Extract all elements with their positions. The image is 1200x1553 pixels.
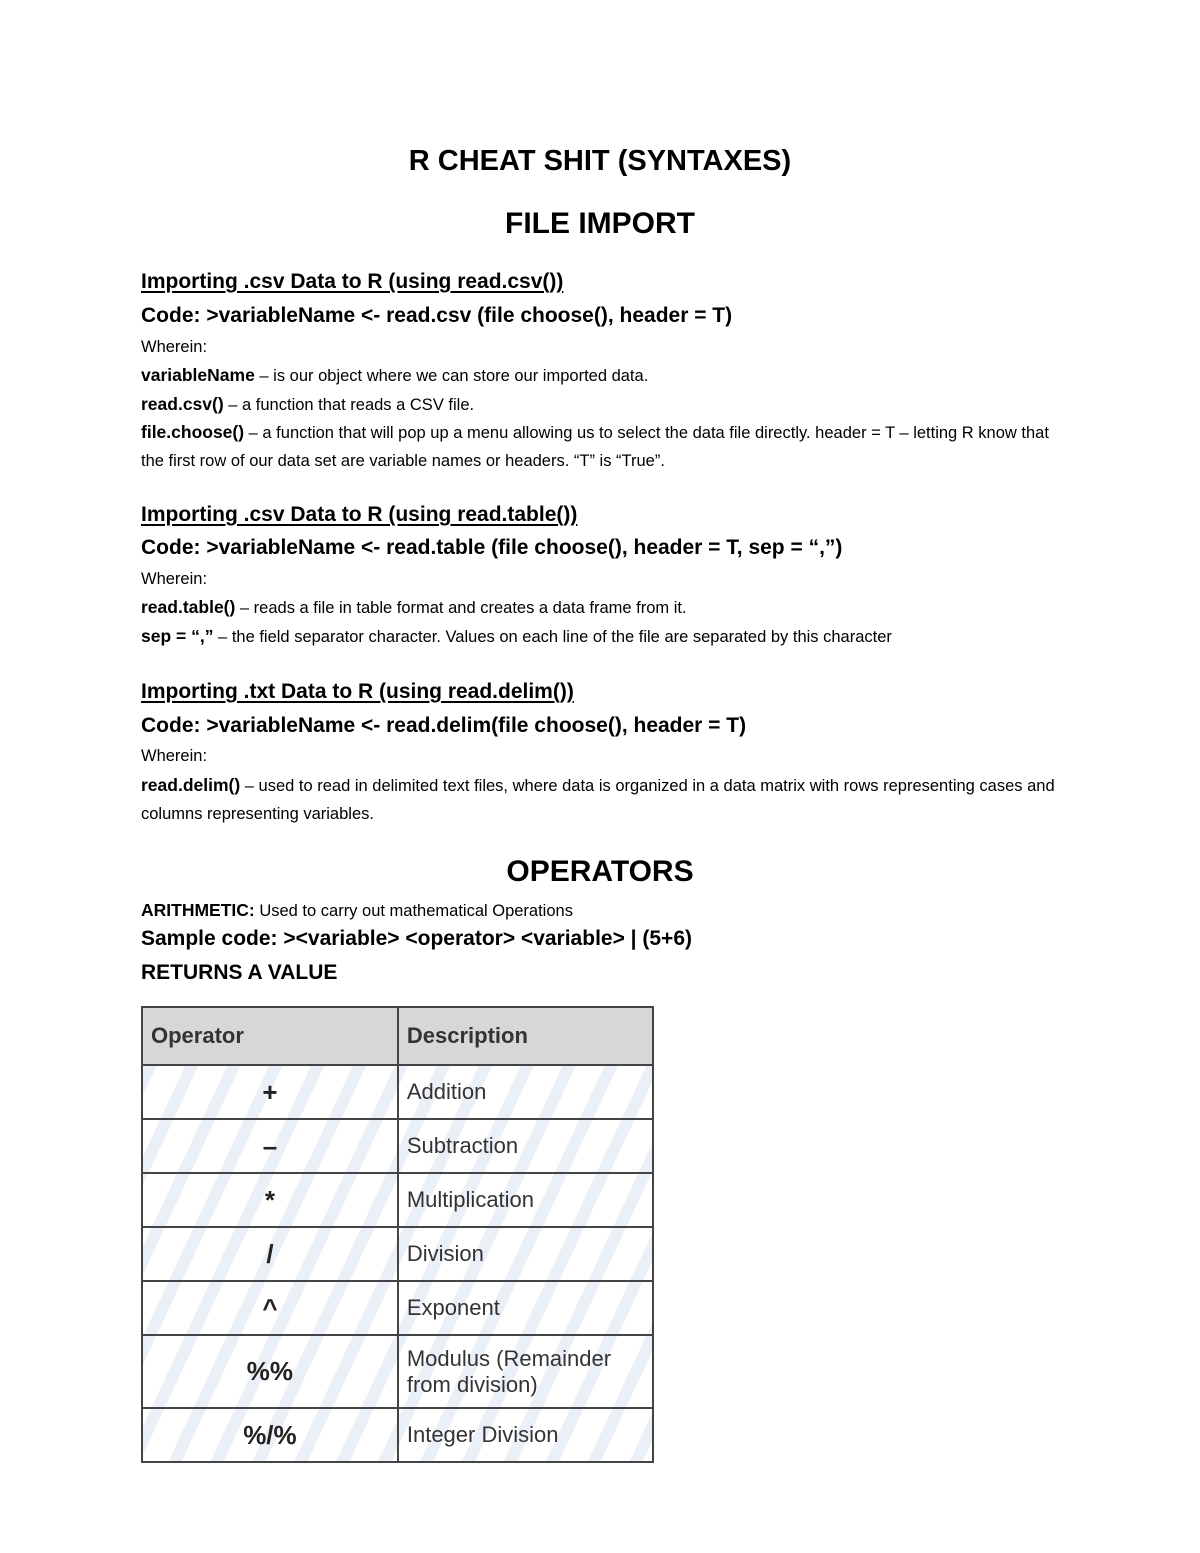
column-header-operator: Operator xyxy=(142,1007,398,1065)
table-row xyxy=(142,1065,653,1119)
table-row xyxy=(142,1119,653,1173)
returns-note: RETURNS A VALUE xyxy=(141,961,338,984)
operator-cell: * xyxy=(142,1173,398,1227)
definition-desc: – reads a file in table format and creates a data frame from it. xyxy=(235,599,687,617)
operator-cell: %/% xyxy=(142,1408,398,1462)
section-title-file-import: FILE IMPORT xyxy=(505,207,695,240)
document-title: R CHEAT SHIT (SYNTAXES) xyxy=(408,145,792,177)
table-row xyxy=(142,1227,653,1281)
operator-cell: + xyxy=(142,1065,398,1119)
wherein-label: Wherein: xyxy=(141,570,208,588)
wherein-label: Wherein: xyxy=(141,338,208,356)
arithmetic-label: ARITHMETIC: xyxy=(141,900,255,920)
column-header-description: Description xyxy=(398,1007,653,1065)
definition-term: read.delim() xyxy=(141,775,241,795)
table-header-row xyxy=(142,1007,653,1065)
definition-desc: – used to read in delimited text files, where data is organized in a data matrix with rows representing cases and columns representing variables. xyxy=(141,777,1055,823)
definition-term: read.csv() xyxy=(141,394,224,414)
description-cell: Addition xyxy=(398,1065,653,1119)
definition-term: file.choose() xyxy=(141,422,245,442)
definition-desc: – a function that reads a CSV file. xyxy=(223,396,475,414)
code-read-csv: Code: >variableName <- read.csv (file choose(), header = T) xyxy=(141,304,733,327)
operator-cell: %% xyxy=(142,1335,398,1408)
table-row xyxy=(142,1281,653,1335)
operator-table xyxy=(141,1006,654,1463)
definition-item xyxy=(141,390,474,419)
arithmetic-desc: Used to carry out mathematical Operations xyxy=(254,902,573,920)
code-read-delim: Code: >variableName <- read.delim(file choose(), header = T) xyxy=(141,714,747,737)
table-row xyxy=(142,1335,653,1408)
description-cell: Multiplication xyxy=(398,1173,653,1227)
sample-code: Sample code: ><variable> <operator> <variable> | (5+6) xyxy=(141,927,692,950)
definition-item xyxy=(141,622,892,651)
table-row xyxy=(142,1173,653,1227)
operator-cell: / xyxy=(142,1227,398,1281)
heading-read-table: Importing .csv Data to R (using read.table()) xyxy=(141,503,578,526)
table-row xyxy=(142,1408,653,1462)
definition-desc: – the field separator character. Values on each line of the file are separated by this character xyxy=(213,628,892,646)
definition-desc: – is our object where we can store our imported data. xyxy=(254,367,649,385)
definition-item xyxy=(141,418,1061,475)
definition-item xyxy=(141,593,687,622)
operator-cell: – xyxy=(142,1119,398,1173)
description-cell: Integer Division xyxy=(398,1408,653,1462)
section-title-operators: OPERATORS xyxy=(506,855,694,888)
definition-item xyxy=(141,771,1061,828)
description-cell: Exponent xyxy=(398,1281,653,1335)
wherein-label: Wherein: xyxy=(141,747,208,765)
description-cell: Subtraction xyxy=(398,1119,653,1173)
operator-cell: ^ xyxy=(142,1281,398,1335)
description-cell: Modulus (Remainder from division) xyxy=(398,1335,653,1408)
arithmetic-line xyxy=(141,896,573,925)
definition-term: read.table() xyxy=(141,597,236,617)
heading-read-csv: Importing .csv Data to R (using read.csv()) xyxy=(141,270,564,293)
definition-term: variableName xyxy=(141,365,255,385)
heading-read-delim: Importing .txt Data to R (using read.delim()) xyxy=(141,680,574,703)
description-cell: Division xyxy=(398,1227,653,1281)
code-read-table: Code: >variableName <- read.table (file choose(), header = T, sep = “,”) xyxy=(141,536,843,559)
definition-term: sep = “,” xyxy=(141,626,214,646)
definition-desc: – a function that will pop up a menu allowing us to select the data file directly. header = T – letting R know that the first row of our data set are variable names or headers. “T” is “True”. xyxy=(141,424,1049,470)
definition-item xyxy=(141,361,648,390)
